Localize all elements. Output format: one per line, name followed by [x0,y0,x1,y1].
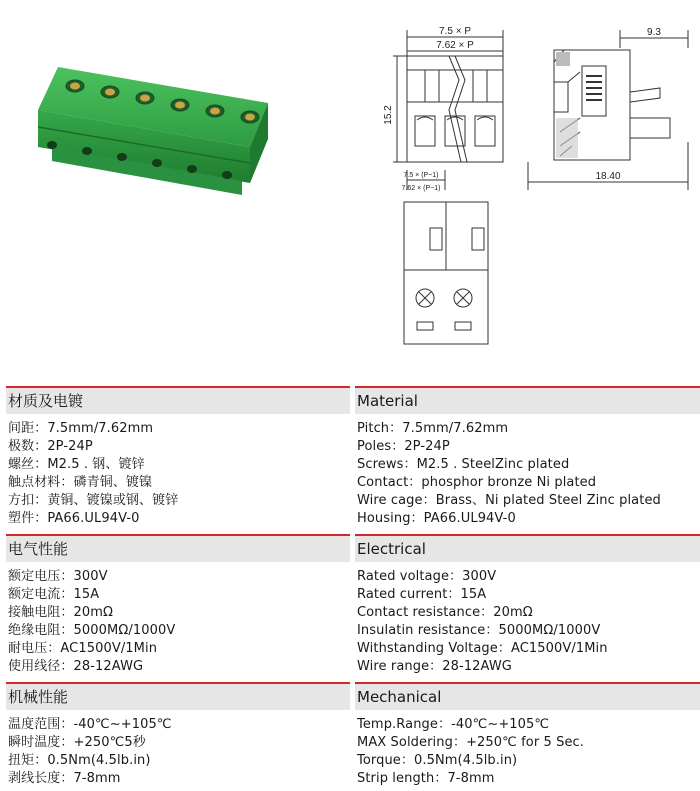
spec-row [8,510,350,528]
spec-row [8,492,350,510]
spec-key: 剥线长度： [8,771,74,786]
spec-row [357,658,700,676]
spec-value: 2P-24P [404,439,450,454]
spec-key: 使用线径： [8,659,74,674]
spec-value: 7-8mm [447,771,495,786]
spec-value: AC1500V/1Min [510,641,608,656]
spec-value: M2.5 . 钢、镀锌 [47,457,145,472]
spec-key: Insulatin resistance： [357,623,499,638]
spec-value: PA66.UL94V-0 [423,511,516,526]
spec-value: 20mΩ [493,605,533,620]
spec-key: 塑件： [8,511,48,526]
spec-row [8,770,350,788]
spec-row [357,640,700,658]
spec-key: 耐电压： [8,641,61,656]
spec-value: 0.5Nm(4.5lb.in) [47,753,151,768]
spec-value: 2P-24P [47,439,93,454]
dim-label: 7.62 × P [436,40,474,51]
spec-key: Contact resistance： [357,605,494,620]
spec-row [8,734,350,752]
spec-list [355,414,700,528]
spec-key: Contact： [357,475,422,490]
section-header [355,534,700,562]
spec-row [8,752,350,770]
spec-value: 300V [462,569,497,584]
spec-key: 额定电流： [8,587,74,602]
section-header [6,386,350,414]
spec-row [357,510,700,528]
section-header [355,682,700,710]
spec-row [357,474,700,492]
spec-key: Housing： [357,511,424,526]
dim-label: 15.2 [383,105,394,125]
spec-row [357,716,700,734]
front-view-drawing [385,20,525,200]
spec-key: 方扣： [8,493,48,508]
spec-key: 接触电阻： [8,605,74,620]
spec-row [357,734,700,752]
spec-column-cn [6,386,350,788]
spec-value: 7-8mm [73,771,121,786]
section-title: Mechanical [357,688,442,706]
spec-value: 20mΩ [73,605,114,620]
spec-value: M2.5 . SteelZinc plated [416,457,570,472]
spec-value: 15A [460,587,487,602]
spec-key: Wire cage： [357,493,436,508]
spec-key: Screws： [357,457,417,472]
dim-label: 18.40 [595,171,621,182]
spec-row [8,420,350,438]
dim-label: 9.3 [647,27,661,38]
spec-value: -40℃~+105℃ [451,717,550,732]
spec-row [8,658,350,676]
spec-row [357,770,700,788]
spec-row [357,752,700,770]
spec-row [357,420,700,438]
spec-list [355,562,700,676]
spec-value: -40℃~+105℃ [73,717,172,732]
dim-label: 7.62 × (P−1) [401,185,441,192]
section-title: Electrical [357,540,426,558]
spec-key: 间距： [8,421,48,436]
product-figure-area [0,0,700,385]
spec-row [357,586,700,604]
section-title: 电气性能 [8,540,69,558]
section-title: 材质及电镀 [8,392,84,410]
dim-label: 7.5 × (P−1) [403,172,439,179]
spec-value: 15A [73,587,100,602]
spec-value: 5000MΩ/1000V [73,623,176,638]
spec-row [357,622,700,640]
spec-column-en [355,386,700,788]
spec-list [6,710,350,788]
spec-key: 扭矩： [8,753,48,768]
spec-key: 螺丝： [8,457,48,472]
section-title: 机械性能 [8,688,69,706]
spec-row [357,438,700,456]
spec-row [8,456,350,474]
spec-row [357,456,700,474]
spec-row [8,604,350,622]
spec-key: 额定电压： [8,569,74,584]
terminal-block-photo [30,55,280,215]
spec-key: Wire range： [357,659,443,674]
section-header [6,534,350,562]
spec-value: 5000MΩ/1000V [498,623,601,638]
spec-value: +250℃ for 5 Sec. [466,735,585,750]
side-view-drawing [520,22,700,192]
spec-value: phosphor bronze Ni plated [421,475,597,490]
spec-list [6,562,350,676]
spec-row [8,622,350,640]
spec-key: Torque： [357,753,414,768]
section-header [6,682,350,710]
spec-key: Withstanding Voltage： [357,641,511,656]
spec-row [357,492,700,510]
spec-list [6,414,350,528]
spec-key: 瞬时温度： [8,735,74,750]
top-view-drawing [400,200,500,348]
spec-value: 7.5mm/7.62mm [47,421,154,436]
spec-value: AC1500V/1Min [60,641,158,656]
spec-row [357,604,700,622]
spec-value: 28-12AWG [73,659,144,674]
section-title: Material [357,392,418,410]
spec-key: Rated voltage： [357,569,463,584]
spec-row [8,586,350,604]
spec-value: PA66.UL94V-0 [47,511,140,526]
spec-value: 28-12AWG [442,659,512,674]
spec-key: 绝缘电阻： [8,623,74,638]
spec-key: Rated current： [357,587,461,602]
section-header [355,386,700,414]
spec-key: Poles： [357,439,405,454]
spec-key: 极数： [8,439,48,454]
spec-key: Pitch： [357,421,403,436]
spec-list [355,710,700,788]
spec-row [8,474,350,492]
spec-value: Brass、Ni plated Steel Zinc plated [435,493,661,508]
spec-value: +250℃5秒 [73,735,146,750]
spec-value: 0.5Nm(4.5lb.in) [414,753,518,768]
spec-key: MAX Soldering： [357,735,467,750]
spec-value: 300V [73,569,108,584]
dim-label: 7.5 × P [439,26,471,37]
spec-key: 温度范围： [8,717,74,732]
spec-value: 磷青铜、镀镍 [73,475,153,490]
spec-key: Temp.Range： [357,717,452,732]
spec-row [357,568,700,586]
spec-key: Strip length： [357,771,448,786]
spec-value: 7.5mm/7.62mm [402,421,509,436]
spec-row [8,438,350,456]
spec-value: 黄铜、镀镍或钢、镀锌 [47,493,179,508]
spec-row [8,640,350,658]
spec-row [8,568,350,586]
spec-key: 触点材料： [8,475,74,490]
spec-row [8,716,350,734]
